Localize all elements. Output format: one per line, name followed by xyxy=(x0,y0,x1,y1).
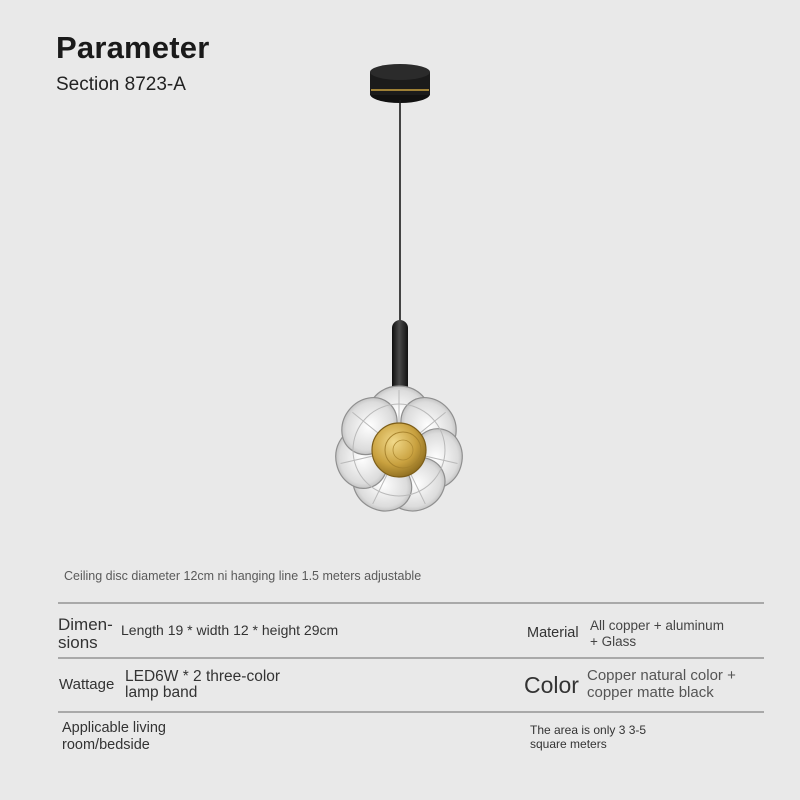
material-value-line2: + Glass xyxy=(590,633,637,649)
table-divider xyxy=(58,657,764,659)
ceiling-disc-note: Ceiling disc diameter 12cm ni hanging line 1.5 meters adjustable xyxy=(64,569,422,583)
area-value-line1: The area is only 3 3-5 xyxy=(530,723,647,737)
dimensions-label xyxy=(58,616,113,652)
applicable-value-line2: room/bedside xyxy=(62,736,150,753)
page-title: Parameter xyxy=(56,30,210,65)
material-label: Material xyxy=(527,625,579,641)
dimensions-label-line1: Dimen- xyxy=(58,615,113,634)
color-value-line1: Copper natural color + xyxy=(587,667,736,684)
color-label: Color xyxy=(524,672,579,698)
material-value xyxy=(590,618,724,649)
color-value-line2: copper matte black xyxy=(587,683,714,701)
area-value xyxy=(530,723,646,752)
wattage-label: Wattage xyxy=(59,676,115,693)
wattage-value-line2: lamp band xyxy=(125,684,198,702)
table-divider xyxy=(58,602,764,604)
dimensions-label-line2: sions xyxy=(58,632,98,652)
dimensions-value: Length 19 * width 12 * height 29cm xyxy=(121,622,339,638)
applicable-value-line1: Applicable living xyxy=(62,720,166,736)
area-value-line2: square meters xyxy=(530,737,607,752)
wattage-value xyxy=(125,669,280,702)
material-value-line1: All copper + aluminum xyxy=(590,618,724,633)
table-divider xyxy=(58,711,764,713)
wattage-value-line1: LED6W * 2 three-color xyxy=(125,668,281,685)
section-subtitle: Section 8723-A xyxy=(56,74,186,95)
applicable-value xyxy=(62,720,166,753)
color-value xyxy=(587,668,736,701)
